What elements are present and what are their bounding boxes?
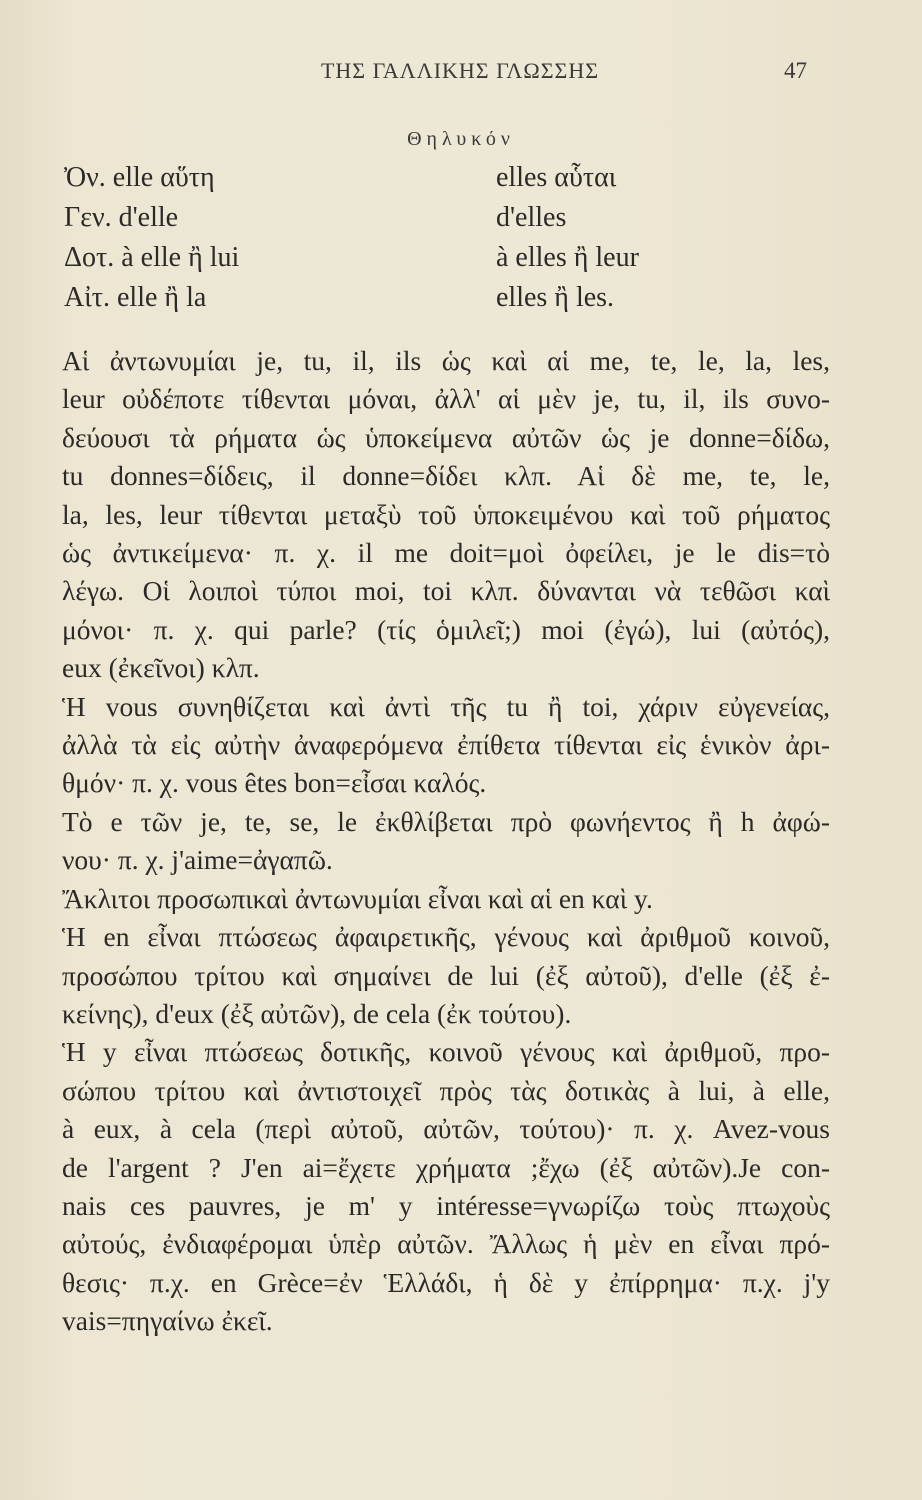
text-line: αὐτούς, ἐνδιαφέρομαι ὑπὲρ αὐτῶν. Ἄλλως ἡ μὲν en εἶναι πρό- xyxy=(62,1228,830,1260)
declension-table xyxy=(64,158,824,318)
text-line: Ἡ en εἶναι πτώσεως ἀφαιρετικῆς, γένους καὶ ἀριθμοῦ κοινοῦ, xyxy=(62,921,830,953)
text-line: σώπου τρίτου καὶ ἀντιστοιχεῖ πρὸς τὰς δοτικὰς à lui, à elle, xyxy=(62,1074,830,1106)
plural-form: elles ἢ les. xyxy=(496,282,615,313)
declension-row xyxy=(64,238,824,278)
declension-row xyxy=(64,278,824,318)
paragraph xyxy=(62,880,830,918)
plural-form: à elles ἢ leur xyxy=(496,242,639,273)
paragraph xyxy=(62,342,830,688)
text-line: vais=πηγαίνω ἐκεῖ. xyxy=(62,1305,273,1337)
text-line: nais ces pauvres, je m' y intéresse=γνωρίζω τοὺς πτωχοὺς xyxy=(62,1189,830,1221)
text-line: δεύουσι τὰ ρήματα ὡς ὑποκείμενα αὐτῶν ὡς je donne=δίδω, xyxy=(62,421,830,453)
text-line: de l'argent ? J'en ai=ἔχετε χρήματα ;ἔχω (ἐξ αὐτῶν).Je con- xyxy=(62,1151,830,1183)
text-line: προσώπου τρίτου καὶ σημαίνει de lui (ἐξ αὐτοῦ), d'elle (ἐξ ἐ- xyxy=(62,959,830,991)
text-line: Ἄκλιτοι προσωπικαὶ ἀντωνυμίαι εἶναι καὶ αἱ en καὶ y. xyxy=(62,882,653,914)
paragraph xyxy=(62,688,830,803)
text-line: Ἡ vous συνηθίζεται καὶ ἀντὶ τῆς tu ἢ toi, χάριν εὐγενείας, xyxy=(62,690,830,722)
paragraph xyxy=(62,918,830,1033)
text-line: Τὸ e τῶν je, te, se, le ἐκθλίβεται πρὸ φωνήεντος ἢ h ἀφώ- xyxy=(62,805,830,837)
text-line: θεσις· π.χ. en Grèce=ἐν Ἑλλάδι, ἡ δὲ y ἐπίρρημα· π.χ. j'y xyxy=(62,1266,830,1298)
text-line: Αἱ ἀντωνυμίαι je, tu, il, ils ὡς καὶ αἱ me, te, le, la, les, xyxy=(62,345,830,376)
text-line: νου· π. χ. j'aime=ἀγαπῶ. xyxy=(62,844,333,876)
text-line: eux (ἐκεῖνοι) κλπ. xyxy=(62,652,260,684)
text-line: à eux, à cela (περὶ αὐτοῦ, αὐτῶν, τούτου)· π. χ. Avez-vous xyxy=(62,1113,830,1145)
text-line: tu donnes=δίδεις, il donne=δίδει κλπ. Αἱ δὲ me, te, le, xyxy=(62,460,830,492)
singular-form: Αἰτ. elle ἢ la xyxy=(64,282,207,313)
text-line: Ἡ y εἶναι πτώσεως δοτικῆς, κοινοῦ γένους καὶ ἀριθμοῦ, προ- xyxy=(62,1036,830,1068)
text-line: leur οὐδέποτε τίθενται μόναι, ἀλλ' αἱ μὲν je, tu, il, ils συνο- xyxy=(62,383,830,415)
declension-row xyxy=(64,158,824,198)
paragraph xyxy=(62,803,830,880)
text-line: κείνης), d'eux (ἐξ αὐτῶν), de cela (ἐκ τούτου). xyxy=(62,997,572,1029)
paragraph xyxy=(62,1033,830,1340)
text-line: ὡς ἀντικείμενα· π. χ. il me doit=μοὶ ὀφείλει, je le dis=τὸ xyxy=(62,537,830,569)
text-line: ἀλλὰ τὰ εἰς αὐτὴν ἀναφερόμενα ἐπίθετα τίθενται εἰς ἑνικὸν ἀρι- xyxy=(62,729,830,761)
singular-form: Ὀν. elle αὕτη xyxy=(64,162,215,193)
running-title: ΤΗΣ ΓΑΛΛΙΚΗΣ ΓΛΩΣΣΗΣ xyxy=(320,58,600,83)
section-title: Θηλυκόν xyxy=(407,128,515,150)
text-line: la, les, leur τίθενται μεταξὺ τοῦ ὑποκειμένου καὶ τοῦ ρήματος xyxy=(62,498,830,530)
text-line: μόνοι· π. χ. qui parle? (τίς ὁμιλεῖ;) moi (ἐγώ), lui (αὐτός), xyxy=(62,613,830,645)
declension-row xyxy=(64,198,824,238)
singular-form: Δοτ. à elle ἢ lui xyxy=(64,242,240,273)
body-text xyxy=(62,342,830,1341)
text-line: λέγω. Οἱ λοιποὶ τύποι moi, toi κλπ. δύνανται νὰ τεθῶσι καὶ xyxy=(62,575,830,607)
page-number: 47 xyxy=(784,58,807,83)
singular-form: Γεν. d'elle xyxy=(64,202,179,233)
text-line: θμόν· π. χ. vous êtes bon=εἶσαι καλός. xyxy=(62,767,487,799)
plural-form: elles αὗται xyxy=(496,162,617,193)
plural-form: d'elles xyxy=(496,202,567,233)
